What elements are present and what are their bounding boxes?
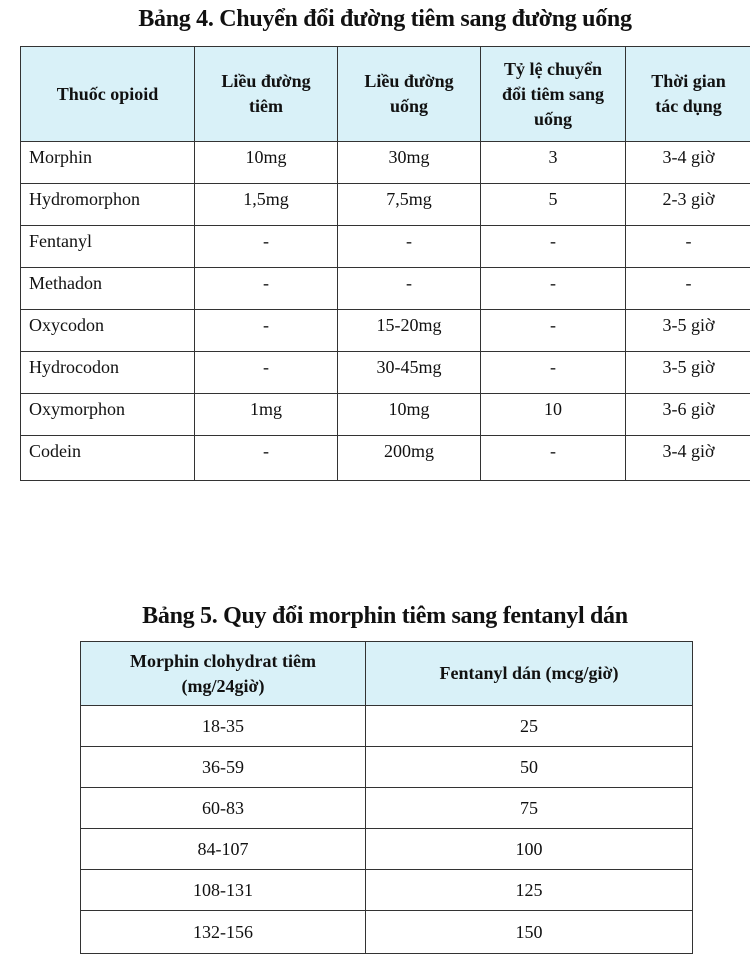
cell-conversion-ratio: - <box>481 268 626 310</box>
header-conversion-ratio: Tỷ lệ chuyển đổi tiêm sang uống <box>481 47 626 142</box>
table-row <box>81 870 693 911</box>
header-oral-dose: Liều đường uống <box>338 47 481 142</box>
cell-injection-dose: - <box>195 226 338 268</box>
cell-injection-dose: - <box>195 436 338 481</box>
cell-drug-name: Morphin <box>21 142 195 184</box>
cell-duration: 3-5 giờ <box>626 310 750 352</box>
cell-drug-name: Hydrocodon <box>21 352 195 394</box>
cell-morphine-range: 84-107 <box>81 829 366 870</box>
table-row <box>81 829 693 870</box>
header-opioid-drug: Thuốc opioid <box>21 47 195 142</box>
cell-conversion-ratio: 10 <box>481 394 626 436</box>
cell-drug-name: Hydromorphon <box>21 184 195 226</box>
table5-title: Bảng 5. Quy đổi morphin tiêm sang fentanyl dán <box>142 603 628 629</box>
cell-conversion-ratio: 3 <box>481 142 626 184</box>
cell-duration: 3-6 giờ <box>626 394 750 436</box>
cell-oral-dose: 10mg <box>338 394 481 436</box>
cell-conversion-ratio: - <box>481 436 626 481</box>
cell-morphine-range: 36-59 <box>81 747 366 788</box>
cell-conversion-ratio: 5 <box>481 184 626 226</box>
cell-injection-dose: - <box>195 268 338 310</box>
cell-morphine-range: 132-156 <box>81 911 366 954</box>
table-row <box>21 184 750 226</box>
cell-fentanyl-dose: 75 <box>366 788 693 829</box>
cell-oral-dose: 30-45mg <box>338 352 481 394</box>
table-row <box>21 352 750 394</box>
table-row <box>81 706 693 747</box>
table-row <box>81 788 693 829</box>
table-row <box>21 142 750 184</box>
header-duration: Thời gian tác dụng <box>626 47 750 142</box>
cell-morphine-range: 60-83 <box>81 788 366 829</box>
cell-injection-dose: - <box>195 310 338 352</box>
cell-oral-dose: 15-20mg <box>338 310 481 352</box>
table-header-row <box>81 642 693 706</box>
cell-oral-dose: 7,5mg <box>338 184 481 226</box>
cell-conversion-ratio: - <box>481 310 626 352</box>
header-injection-dose: Liều đường tiêm <box>195 47 338 142</box>
table-row <box>81 747 693 788</box>
cell-drug-name: Fentanyl <box>21 226 195 268</box>
cell-drug-name: Codein <box>21 436 195 481</box>
cell-fentanyl-dose: 100 <box>366 829 693 870</box>
morphine-fentanyl-table <box>80 641 693 954</box>
cell-drug-name: Oxycodon <box>21 310 195 352</box>
cell-duration: 2-3 giờ <box>626 184 750 226</box>
header-morphine-injection: Morphin clohydrat tiêm (mg/24giờ) <box>81 642 366 706</box>
table-row <box>21 394 750 436</box>
cell-injection-dose: 10mg <box>195 142 338 184</box>
cell-fentanyl-dose: 125 <box>366 870 693 911</box>
cell-morphine-range: 18-35 <box>81 706 366 747</box>
cell-oral-dose: 30mg <box>338 142 481 184</box>
cell-drug-name: Oxymorphon <box>21 394 195 436</box>
cell-conversion-ratio: - <box>481 226 626 268</box>
table4-title: Bảng 4. Chuyển đổi đường tiêm sang đường uống <box>138 6 632 32</box>
cell-duration: 3-5 giờ <box>626 352 750 394</box>
table-row <box>21 310 750 352</box>
cell-duration: - <box>626 226 750 268</box>
cell-fentanyl-dose: 150 <box>366 911 693 954</box>
table-header-row <box>21 47 750 142</box>
cell-duration: 3-4 giờ <box>626 142 750 184</box>
cell-duration: - <box>626 268 750 310</box>
cell-morphine-range: 108-131 <box>81 870 366 911</box>
opioid-conversion-table <box>20 46 750 481</box>
table-row <box>21 436 750 481</box>
cell-injection-dose: - <box>195 352 338 394</box>
cell-fentanyl-dose: 25 <box>366 706 693 747</box>
cell-injection-dose: 1,5mg <box>195 184 338 226</box>
cell-injection-dose: 1mg <box>195 394 338 436</box>
cell-fentanyl-dose: 50 <box>366 747 693 788</box>
cell-oral-dose: - <box>338 226 481 268</box>
cell-conversion-ratio: - <box>481 352 626 394</box>
cell-oral-dose: 200mg <box>338 436 481 481</box>
cell-duration: 3-4 giờ <box>626 436 750 481</box>
cell-drug-name: Methadon <box>21 268 195 310</box>
header-fentanyl-patch: Fentanyl dán (mcg/giờ) <box>366 642 693 706</box>
cell-oral-dose: - <box>338 268 481 310</box>
table-row <box>21 268 750 310</box>
table-row <box>21 226 750 268</box>
table-row <box>81 911 693 954</box>
